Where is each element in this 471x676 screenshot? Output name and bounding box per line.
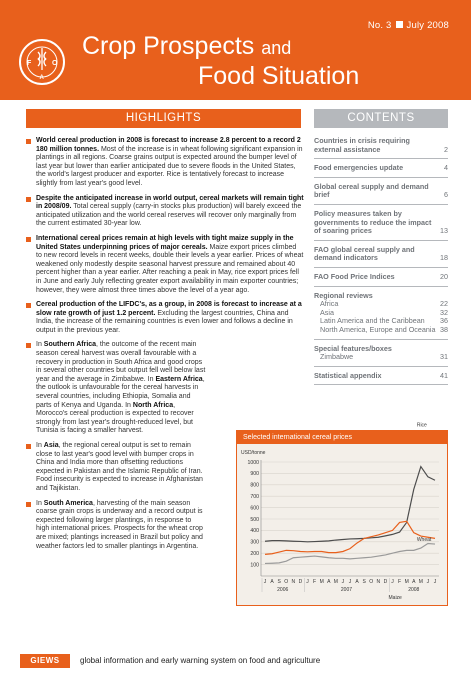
highlight-item [26,235,304,295]
x-tick-label: M [418,579,423,585]
x-tick-label: N [291,579,296,585]
region-name: Eastern Africa [155,375,203,383]
regional-text: , Morocco's cereal production is expected to recover strongly from last year's drought-reduced level, but Tunisia is facing a smaller harvest. [36,401,194,435]
x-tick-label: A [355,579,359,585]
y-tick-label: 600 [250,505,259,512]
highlight-body: Maize export prices climbed to new record levels in recent weeks, double their levels a year earlier. Prices of wheat weakened only modestly despite seasonal harvest pressure and remained about 40 percent higher than a year earlier. After reaching a peak in May, rice export prices fell in June and early July reflecting greater export availability in main exporter countries; however, they were almost three times above the level of a year ago. [36,243,304,294]
title-and: and [261,38,292,58]
x-tick-label: S [277,579,281,585]
fao-logo-icon [18,38,66,86]
contents-page: 4 [444,163,448,173]
contents-entry[interactable] [314,164,448,178]
y-tick-label: 200 [250,551,259,557]
regional-item [26,500,206,552]
contents-column [314,137,448,390]
contents-title: Statistical appendix [314,370,382,380]
contents-subtitle: North America, Europe and Oceania [320,324,436,334]
x-tick-label: M [333,579,338,585]
series-label: Rice [416,422,427,429]
y-tick-label: 100 [250,562,259,569]
contents-page: 6 [444,190,448,200]
x-tick-label: J [341,579,345,585]
highlights-header: HIGHLIGHTS [26,109,301,128]
contents-page: 13 [440,226,448,236]
region-name: North Africa [132,401,174,409]
logo-letter-f: F [27,60,32,67]
contents-subtitle: Africa [320,299,339,309]
highlight-item [26,137,304,189]
x-tick-label: M [319,579,324,585]
chart-title: Selected international cereal prices [237,431,447,444]
highlight-lead: Despite the anticipated increase in world output, cereal markets will remain tight in 2008/09. [36,194,304,211]
y-tick-label: 900 [250,471,259,478]
contents-title: Countries in crisis requiring external assistance [314,136,410,154]
x-tick-label: F [313,579,317,585]
contents-page: 22 [440,299,448,309]
x-tick-label: O [284,579,289,585]
contents-page: 32 [440,307,448,317]
series-label: Maize [388,595,402,602]
contents-subtitle: Latin America and the Caribbean [320,316,425,326]
year-label: 2006 [277,587,289,593]
contents-title: Regional reviews [314,290,373,300]
highlight-body: Most of the increase is in wheat following significant expansion in plantings in all regions. Coarse grains output is expected around the bumper level of last year but lower than earlier anticipated due to severe floods in the United States, the world's largest producer and exporter. Rice is tentatively forecast to increase slightly from last year's good level. [36,145,303,187]
contents-page: 20 [440,271,448,281]
title-crop-prospects: Crop Prospects [82,32,255,60]
highlight-item [26,301,304,335]
regional-text: , the regional cereal output is set to remain close to last year's good level with bumper crops in China and India more than offsetting reductions expected in Pakistan and the Islamic Republic of Iran. Food insecurity is expected to increase in Afghanistan and Tajikistan. [36,442,203,492]
contents-page: 18 [440,253,448,263]
giews-badge: GIEWS [20,654,70,668]
x-tick-label: F [398,579,402,585]
regional-text: , harvesting of the main season coarse grain crops is underway and a record output is expected following larger plantings, in response to high international prices. Prospects for the wheat crop are mixed; plantings increased in Brazil but policy and weather factors led to smaller plantings in Argentina. [36,499,203,550]
y-tick-label: 700 [250,494,259,500]
contents-entry[interactable] [314,246,448,268]
contents-page: 36 [440,316,448,326]
contents-page: 31 [440,352,448,362]
x-tick-label: A [412,579,416,585]
y-tick-label: 500 [250,516,259,523]
contents-title: FAO Food Price Indices [314,271,395,281]
region-name: South America [43,499,93,507]
contents-title: Food emergencies update [314,163,404,173]
x-tick-label: A [270,579,274,585]
x-tick-label: J [391,579,394,585]
x-tick-label: J [306,579,309,585]
x-tick-label: N [376,579,381,585]
series-line-wheat [265,521,435,554]
year-label: 2008 [408,587,420,593]
contents-page: 38 [440,324,448,334]
contents-title: Policy measures taken by governments to reduce the impact of soaring prices [314,208,432,236]
x-tick-label: S [362,579,366,585]
title-line-2: Food Situation [198,62,360,90]
x-tick-label: O [369,579,374,585]
regional-text: In [36,341,44,349]
y-tick-label: 1000 [247,459,259,466]
x-tick-label: A [327,579,331,585]
contents-subtitle: Zimbabwe [320,352,354,362]
highlight-body: Excluding the largest countries, China and India, the increase of the remaining countries is even lower and follows a decline in output in the previous year. [36,309,293,334]
issue-date: July 2008 [406,20,449,31]
highlight-lead: World cereal production in 2008 is forecast to increase 2.8 percent to a record 2 180 million tonnes. [36,137,301,153]
regional-text: , the outcome of the recent main season cereal harvest was overall favourable with a recovery in production in South Africa and good crops in several other countries but output fell well below last year and the average in Zimbabwe. In [36,341,206,383]
y-tick-label: 300 [250,539,259,546]
y-tick-label: 400 [250,528,259,535]
region-name: Asia [43,442,59,449]
contents-entry[interactable] [314,210,448,241]
contents-title: Special features/boxes [314,343,392,353]
issue-separator [396,21,403,28]
highlight-lead: International cereal prices remain at high levels with tight maize supply in the United States underpinning prices of major cereals. [36,234,294,251]
x-tick-label: J [433,579,437,585]
contents-entry[interactable] [314,137,448,159]
x-tick-label: J [348,579,352,585]
contents-entry[interactable] [314,345,448,367]
contents-page: 41 [440,370,448,380]
masthead [0,0,471,100]
y-axis-label: USD/tonne [241,450,266,456]
year-label: 2007 [340,587,353,593]
contents-entry[interactable] [314,273,448,287]
issue-number: No. 3 [367,20,392,31]
regional-item [26,341,206,436]
contents-subtitle: Asia [320,307,334,317]
regional-text: In [36,442,44,449]
logo-letter-a: A [39,75,44,81]
logo-letter-o: O [52,60,58,67]
contents-header: CONTENTS [314,109,448,128]
contents-title: FAO global cereal supply and demand indicators [314,244,415,263]
x-tick-label: J [426,579,430,585]
contents-title: Global cereal supply and demand brief [314,181,429,200]
regional-text: In [36,499,44,507]
title-line-1 [82,32,291,62]
contents-entry[interactable] [314,183,448,205]
contents-entry[interactable] [314,292,448,340]
x-tick-label: M [404,579,409,585]
series-label: Wheat [416,537,432,544]
issue-info [368,20,449,31]
highlight-item [26,195,304,229]
contents-page: 2 [444,144,448,154]
x-tick-label: D [298,579,303,585]
highlight-body: Total cereal supply (carry-in stocks plus production) will barely exceed the anticipated utilization and the world cereal reserves will recover only marginally from the current estimated 30-year low. [36,203,302,228]
region-name: Southern Africa [43,341,97,349]
regional-item [26,442,206,494]
contents-entry[interactable] [314,372,448,386]
y-tick-label: 800 [250,482,259,489]
footer-text: global information and early warning system on food and agriculture [80,656,321,665]
x-tick-label: D [383,579,388,585]
highlight-lead: Cereal production of the LIFDC's, as a group, in 2008 is forecast to increase at a slow rate growth of just 1.2 percent. [36,301,302,317]
x-tick-label: J [263,579,267,585]
regional-text: , the outlook is unfavourable for the cereal harvests in several countries, including Ethiopia, Somalia and parts of Kenya and Uganda. In [36,375,205,409]
price-chart [236,422,448,606]
